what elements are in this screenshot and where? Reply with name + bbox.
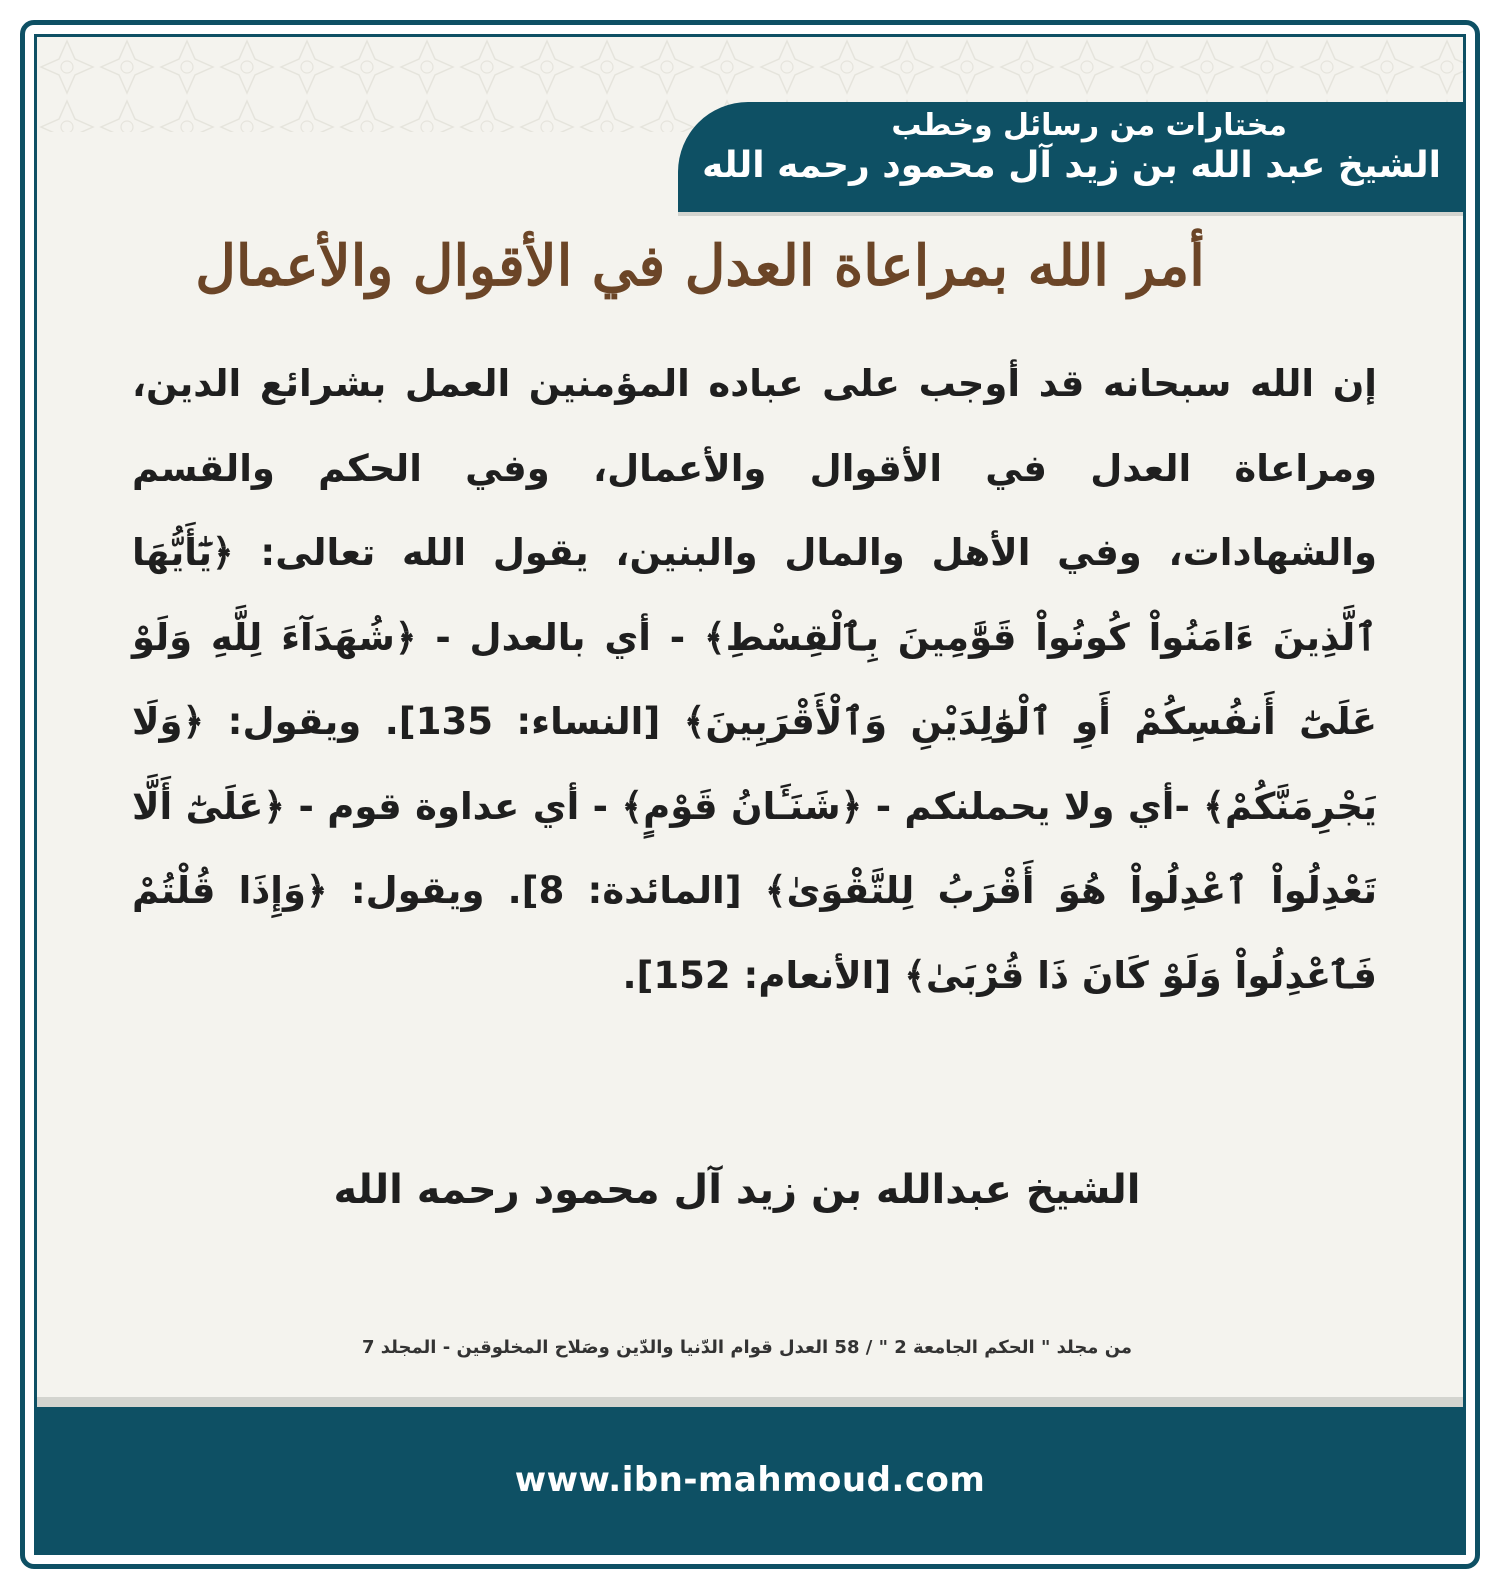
card	[34, 34, 1466, 1555]
footer-band	[37, 1407, 1463, 1552]
source-reference: من مجلد " الحكم الجامعة 2 " / 58 العدل قوام الدّنيا والدّين وصَلاح المخلوقين - المجلد 7	[361, 1337, 1133, 1358]
author-signature: الشيخ عبدالله بن زيد آل محمود رحمه الله	[333, 1167, 1141, 1213]
footer-divider	[37, 1397, 1463, 1407]
article-body: إن الله سبحانه قد أوجب على عباده المؤمنين العمل بشرائع الدين، ومراعاة العدل في الأقوال والأعمال، وفي الحكم والقسم والشهادات، وفي الأهل والمال والبنين، يقول الله تعالى: ﴿يَٰٓأَيُّهَا ٱلَّذِينَ ءَامَنُواْ كُونُواْ قَوَّٰمِينَ بِٱلْقِسْطِ﴾ - أي بالعدل - ﴿شُهَدَآءَ لِلَّهِ وَلَوْ عَلَىٰٓ أَنفُسِكُمْ أَوِ ٱلْوَٰلِدَيْنِ وَٱلْأَقْرَبِينَ﴾ [النساء: 135]. ويقول: ﴿وَلَا يَجْرِمَنَّكُمْ﴾ -أي ولا يحملنكم - ﴿شَنَـَٔانُ قَوْمٍ﴾ - أي عداوة قوم - ﴿عَلَىٰٓ أَلَّا تَعْدِلُواْ ٱعْدِلُواْ هُوَ أَقْرَبُ لِلتَّقْوَىٰ﴾ [المائدة: 8]. ويقول: ﴿وَإِذَا قُلْتُمْ فَٱعْدِلُواْ وَلَوْ كَانَ ذَا قُرْبَىٰ﴾ [الأنعام: 152].	[132, 362, 1377, 997]
outer-frame	[20, 20, 1480, 1569]
author-name-header: الشيخ عبد الله بن زيد آل محمود رحمه الله	[702, 145, 1441, 186]
page-title: أمر الله بمراعاة العدل في الأقوال والأعمال	[195, 233, 1205, 299]
website-link[interactable]: www.ibn-mahmoud.com	[514, 1459, 986, 1500]
header-band	[678, 102, 1463, 212]
series-title: مختارات من رسائل وخطب	[891, 108, 1287, 143]
